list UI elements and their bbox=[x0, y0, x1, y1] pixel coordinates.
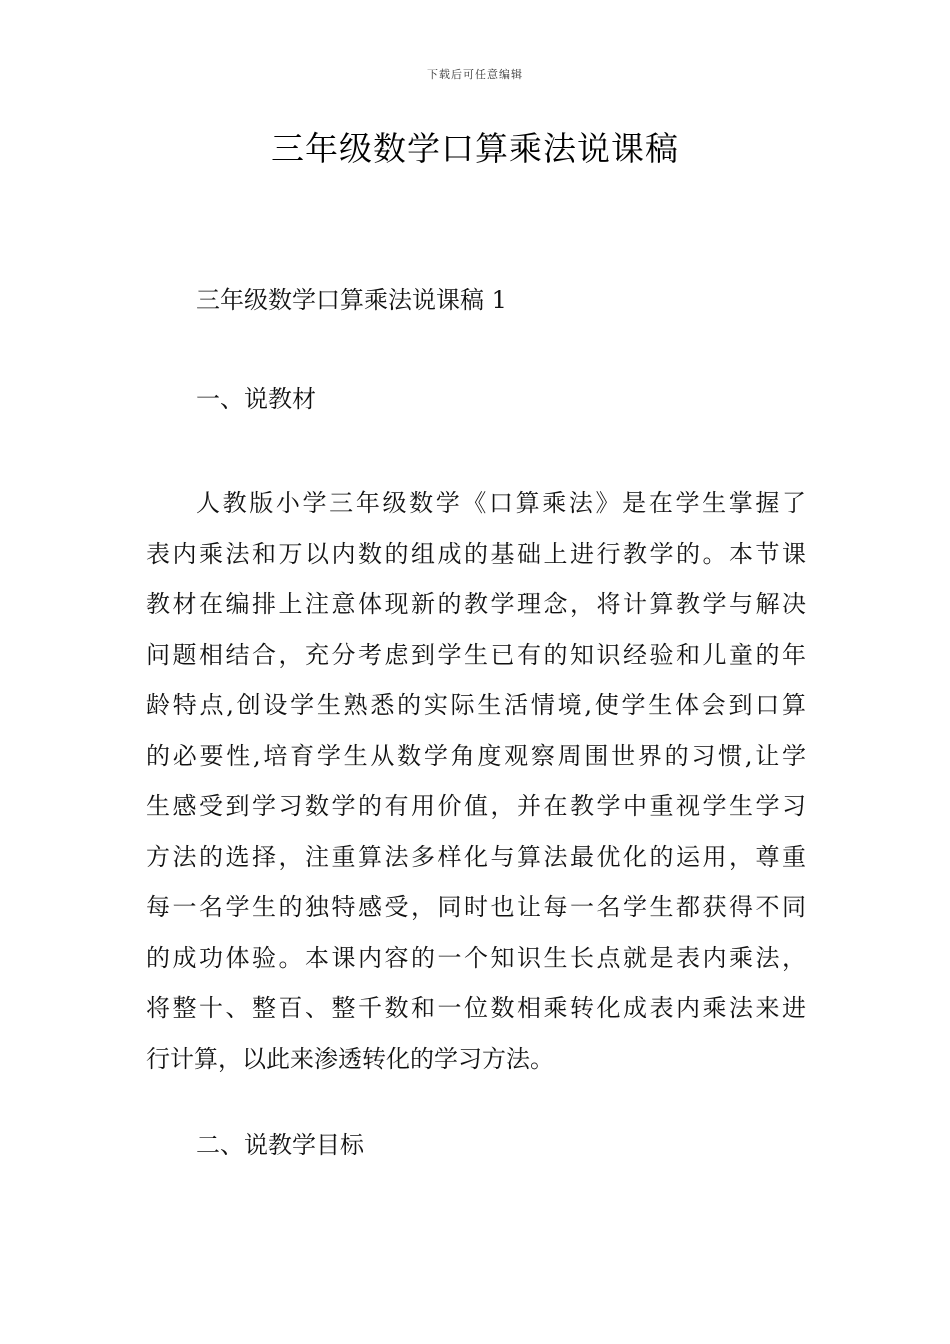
header-note: 下载后可任意编辑 bbox=[427, 68, 523, 81]
section-heading-textbook: 一、说教材 bbox=[196, 385, 316, 413]
paragraph-line: 教材在编排上注意体现新的教学理念，将计算教学与解决 bbox=[146, 590, 806, 618]
section-heading-teaching-goals: 二、说教学目标 bbox=[196, 1131, 364, 1159]
body-paragraph bbox=[146, 478, 806, 1084]
paragraph-line: 人教版小学三年级数学《口算乘法》是在学生掌握了 bbox=[196, 489, 806, 517]
document-subtitle: 三年级数学口算乘法说课稿 1 bbox=[196, 286, 507, 314]
paragraph-line: 行计算，以此来渗透转化的学习方法。 bbox=[146, 1044, 554, 1073]
paragraph-line: 生感受到学习数学的有用价值，并在教学中重视学生学习 bbox=[146, 792, 806, 820]
paragraph-line: 表内乘法和万以内数的组成的基础上进行教学的。本节课 bbox=[146, 539, 806, 568]
paragraph-line: 将整十、整百、整千数和一位数相乘转化成表内乘法来进 bbox=[146, 994, 806, 1022]
paragraph-line: 方法的选择，注重算法多样化与算法最优化的运用，尊重 bbox=[146, 842, 806, 871]
paragraph-line: 龄特点,创设学生熟悉的实际生活情境,使学生体会到口算 bbox=[146, 691, 806, 719]
document-title: 三年级数学口算乘法说课稿 bbox=[271, 129, 679, 168]
paragraph-line: 的必要性,培育学生从数学角度观察周围世界的习惯,让学 bbox=[146, 741, 806, 770]
paragraph-line: 每一名学生的独特感受，同时也让每一名学生都获得不同 bbox=[146, 893, 806, 921]
paragraph-line: 的成功体验。本课内容的一个知识生长点就是表内乘法， bbox=[146, 943, 806, 972]
paragraph-line: 问题相结合，充分考虑到学生已有的知识经验和儿童的年 bbox=[146, 640, 806, 669]
